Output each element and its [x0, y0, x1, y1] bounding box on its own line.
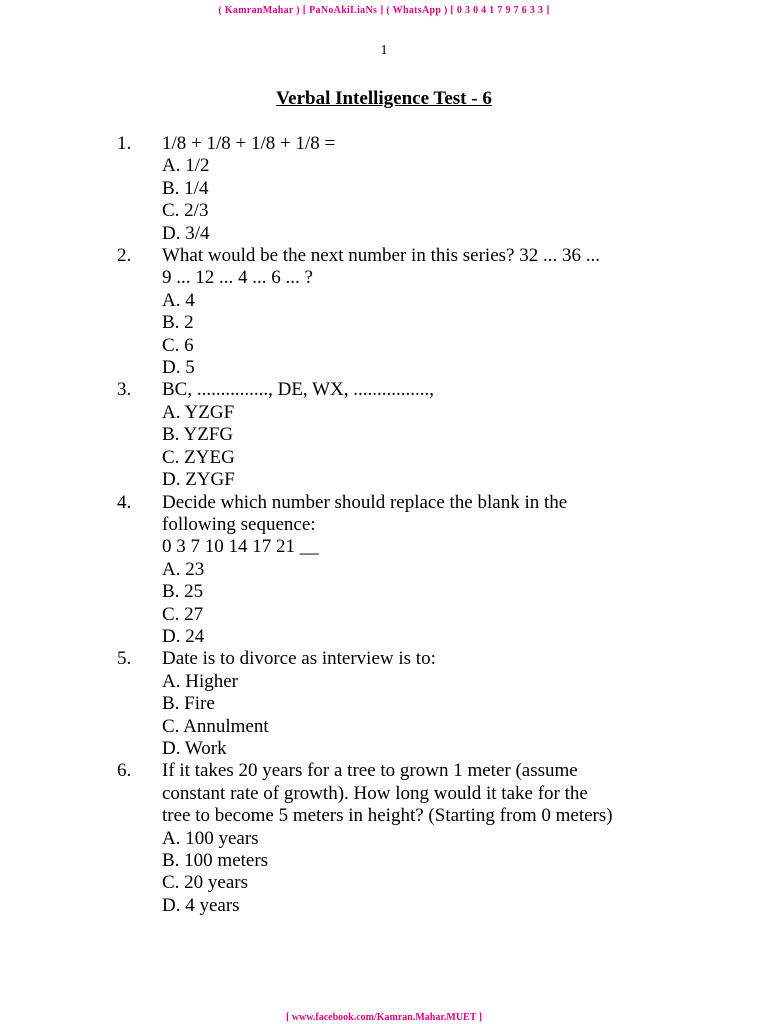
option-d: D. Work: [162, 737, 227, 759]
option-c: C. 27: [162, 603, 204, 625]
question-number: 5.: [117, 648, 132, 670]
question-stem: Decide which number should replace the blank in the: [162, 491, 568, 513]
page-number: 1: [380, 43, 388, 58]
question-6: [0, 760, 768, 917]
question-stem: Date is to divorce as interview is to:: [162, 648, 436, 670]
option-b: B. 25: [162, 581, 204, 603]
question-number: 4.: [117, 491, 132, 513]
question-3: [0, 379, 768, 491]
question-stem: What would be the next number in this series? 32 ... 36 ...: [162, 245, 600, 267]
option-c: C. 2/3: [162, 200, 209, 222]
question-stem: BC, ..............., DE, WX, ................,: [162, 379, 434, 401]
question-1: [0, 133, 768, 245]
option-d: D. ZYGF: [162, 469, 235, 491]
option-c: C. 20 years: [162, 872, 249, 894]
question-number: 6.: [117, 760, 132, 782]
option-c: C. ZYEG: [162, 446, 235, 468]
question-number: 2.: [117, 245, 132, 267]
page-header: ( KamranMahar ) [ PaNoAkiLiaNs ] ( WhatsApp ) [ 0 3 0 4 1 7 9 7 6 3 3 ]: [218, 5, 550, 16]
question-2: [0, 245, 768, 379]
option-a: A. Higher: [162, 670, 238, 692]
option-d: D. 4 years: [162, 894, 240, 916]
page-footer: [ www.facebook.com/Kamran.Mahar.MUET ]: [285, 1012, 483, 1023]
question-number: 3.: [117, 379, 132, 401]
question-4: [0, 492, 768, 649]
option-a: A. 23: [162, 558, 205, 580]
question-stem: 1/8 + 1/8 + 1/8 + 1/8 =: [162, 133, 336, 154]
page-title: Verbal Intelligence Test - 6: [276, 88, 492, 109]
option-d: D. 3/4: [162, 222, 210, 244]
option-c: C. Annulment: [162, 715, 269, 737]
option-b: B. 100 meters: [162, 850, 269, 871]
question-stem: If it takes 20 years for a tree to grown 1 meter (assume: [162, 760, 578, 782]
option-b: B. Fire: [162, 693, 215, 715]
option-b: B. 2: [162, 312, 194, 334]
question-stem: tree to become 5 meters in height? (Starting from 0 meters): [162, 805, 613, 827]
option-a: A. 100 years: [162, 827, 259, 849]
option-d: D. 24: [162, 625, 205, 647]
option-c: C. 6: [162, 334, 194, 356]
option-a: A. YZGF: [162, 401, 235, 423]
question-stem: 9 ... 12 ... 4 ... 6 ... ?: [162, 267, 313, 289]
question-stem: following sequence:: [162, 513, 316, 535]
question-list: [0, 133, 768, 917]
option-b: B. 1/4: [162, 177, 209, 199]
option-a: A. 1/2: [162, 155, 210, 177]
question-5: [0, 648, 768, 760]
option-b: B. YZFG: [162, 424, 234, 446]
question-stem: constant rate of growth). How long would it take for the: [162, 782, 588, 804]
option-a: A. 4: [162, 289, 195, 311]
question-stem: 0 3 7 10 14 17 21 __: [162, 536, 319, 558]
question-number: 1.: [117, 133, 132, 154]
option-d: D. 5: [162, 357, 195, 379]
